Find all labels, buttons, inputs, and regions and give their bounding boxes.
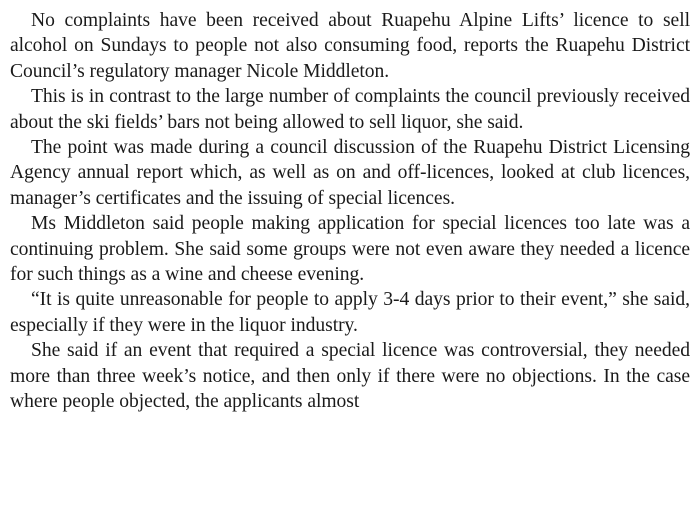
paragraph-5: “It is quite unreasonable for people to apply 3-4 days prior to their event,” she said, especially if they were in the liquor industry. [10,289,690,336]
paragraph-4: Ms Middleton said people making application for special licences too late was a continuing problem. She said some groups were not even aware they needed a licence for such things as a wine and cheese evening. [10,213,690,286]
article-text [10,8,690,415]
paragraph-2: This is in contrast to the large number of complaints the council previously received about the ski fields’ bars not being allowed to sell liquor, she said. [10,86,690,133]
paragraph-6: She said if an event that required a special licence was controversial, they needed more than three week’s notice, and then only if there were no objections. In the case where people objected, the applicants almost [10,340,690,413]
paragraph-1: No complaints have been received about Ruapehu Alpine Lifts’ licence to sell alcohol on Sundays to people not also consuming food, reports the Ruapehu District Council’s regulatory manager Nicole Middleton. [10,10,690,82]
paragraph-3: The point was made during a council discussion of the Ruapehu District Licensing Agency annual report which, as well as on and off-licences, looked at club licences, manager’s certificates and the issuing of special licences. [10,137,690,209]
